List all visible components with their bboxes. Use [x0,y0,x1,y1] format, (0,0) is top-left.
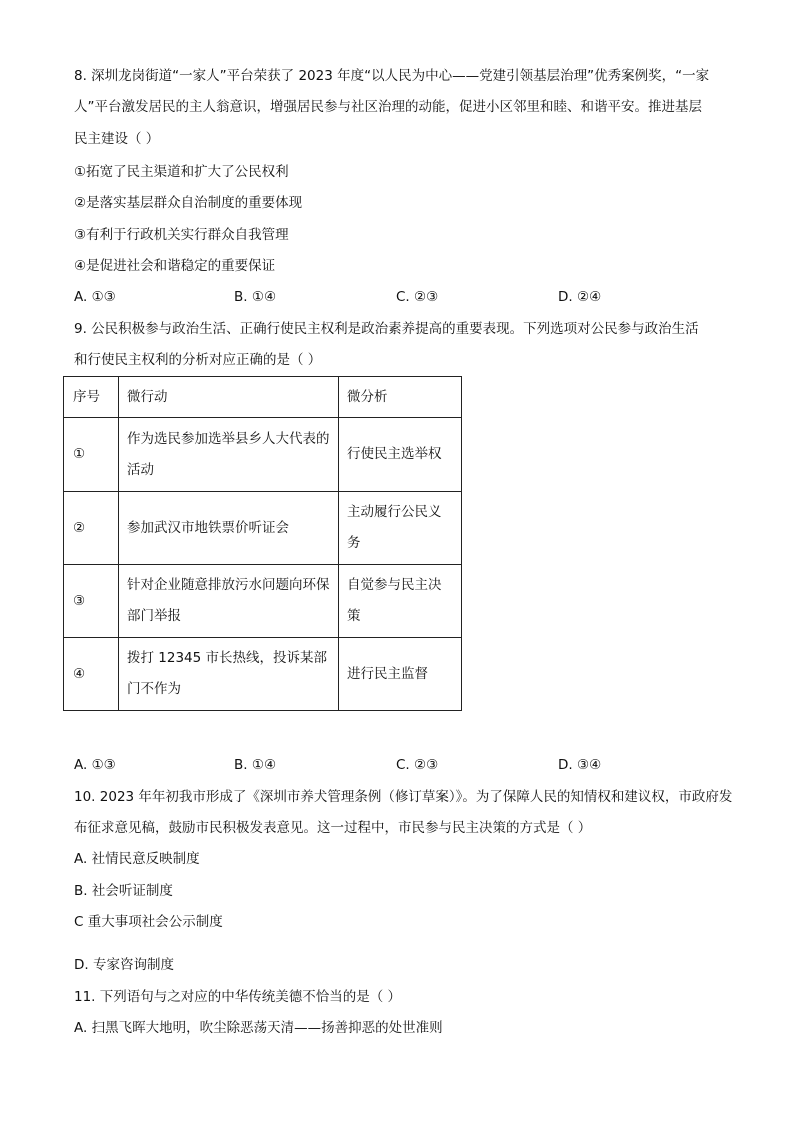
table-cell: 针对企业随意排放污水问题向环保部门举报 [119,565,339,638]
q10-stem-line-1: 10. 2023 年年初我市形成了《深圳市养犬管理条例（修订草案）》。为了保障人民的知情权和建议权，市政府发 [74,789,733,805]
table-header-row [64,377,462,418]
table-cell: 参加武汉市地铁票价听证会 [119,492,339,565]
q9-option-a: A. ①③ [74,757,116,773]
table-row [64,492,462,565]
table-cell: ③ [64,565,119,638]
q9-option-c: C. ②③ [396,757,439,773]
table-row [64,418,462,492]
table-cell: 行使民主选举权 [339,418,462,492]
table-cell: 拨打 12345 市长热线，投诉某部门不作为 [119,638,339,711]
table-cell: 自觉参与民主决策 [339,565,462,638]
q8-option-b: B. ①④ [234,289,277,305]
table-header-cell: 微行动 [119,377,339,418]
q10-option-d: D. 专家咨询制度 [74,957,174,973]
q9-option-b: B. ①④ [234,757,277,773]
q10-option-b: B. 社会听证制度 [74,883,173,899]
q8-option-d: D. ②④ [558,289,602,305]
q9-stem-line-1: 9. 公民积极参与政治生活、正确行使民主权利是政治素养提高的重要表现。下列选项对公民参与政治生活 [74,321,699,337]
table-cell: ④ [64,638,119,711]
q9-option-d: D. ③④ [558,757,602,773]
q8-stem-line-3: 民主建设（ ） [74,131,160,147]
table-cell: 作为选民参加选举县乡人大代表的活动 [119,418,339,492]
q8-statement-4: ④是促进社会和谐稳定的重要保证 [74,258,276,274]
q8-option-a: A. ①③ [74,289,116,305]
q10-stem-line-2: 布征求意见稿，鼓励市民积极发表意见。这一过程中，市民参与民主决策的方式是（ ） [74,820,592,836]
table-cell: 主动履行公民义务 [339,492,462,565]
q9-table [63,376,462,711]
q11-option-a: A. 扫黑飞晖大地明，吹尘除恶荡天清——扬善抑恶的处世准则 [74,1020,443,1036]
table-cell: 进行民主监督 [339,638,462,711]
q8-option-c: C. ②③ [396,289,439,305]
table-cell: ① [64,418,119,492]
q9-stem-line-2: 和行使民主权利的分析对应正确的是（ ） [74,352,322,368]
table-row [64,565,462,638]
q8-stem-line-2: 人”平台激发居民的主人翁意识，增强居民参与社区治理的动能，促进小区邻里和睦、和谐平安。推进基层 [74,99,702,115]
table-header-cell: 序号 [64,377,119,418]
table-row [64,638,462,711]
q8-statement-3: ③有利于行政机关实行群众自我管理 [74,227,289,243]
table-header-cell: 微分析 [339,377,462,418]
q10-option-c: C 重大事项社会公示制度 [74,914,223,930]
q8-stem-line-1: 8. 深圳龙岗街道“一家人”平台荣获了 2023 年度“以人民为中心——党建引领基层治理”优秀案例奖，“一家 [74,68,710,84]
table-cell: ② [64,492,119,565]
q10-option-a: A. 社情民意反映制度 [74,851,200,867]
q8-statement-1: ①拓宽了民主渠道和扩大了公民权利 [74,164,289,180]
q11-stem-line-1: 11. 下列语句与之对应的中华传统美德不恰当的是（ ） [74,989,402,1005]
q8-statement-2: ②是落实基层群众自治制度的重要体现 [74,195,303,211]
